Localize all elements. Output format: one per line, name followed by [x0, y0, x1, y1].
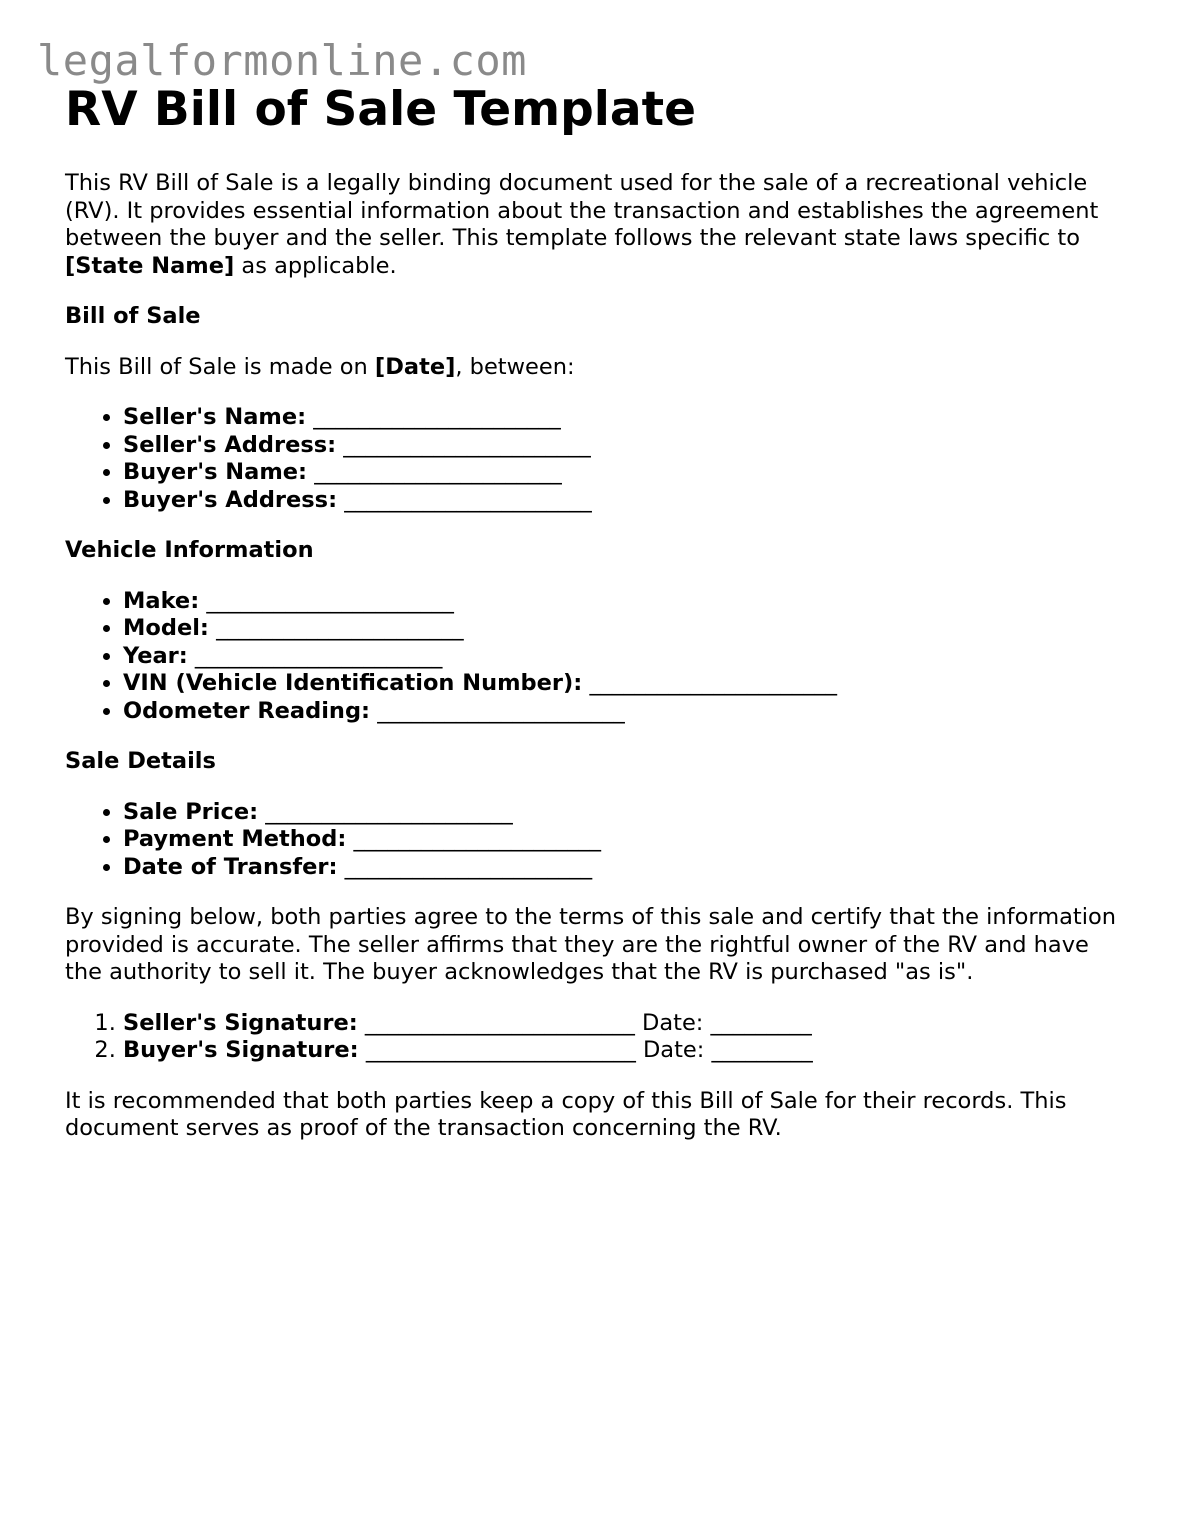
field-label: Buyer's Name: — [123, 459, 308, 485]
field-label: Seller's Address: — [123, 431, 337, 458]
signature-blank[interactable]: ________________________ — [364, 1009, 635, 1036]
signature-list — [65, 1010, 1125, 1065]
field-blank[interactable]: ______________________ — [377, 697, 625, 724]
state-placeholder: [State Name] — [65, 252, 235, 279]
closing-paragraph: It is recommended that both parties keep a copy of this Bill of Sale for their records. This document serves as proof of the transaction concerning the RV. — [65, 1087, 1067, 1141]
list-item — [123, 1010, 1125, 1038]
date-blank[interactable]: _________ — [710, 1009, 812, 1036]
date-label: Date: — [642, 1009, 704, 1036]
made-on-line — [65, 354, 1125, 382]
list-item — [123, 404, 1125, 432]
field-label: VIN (Vehicle Identification Number): — [123, 670, 583, 696]
field-blank[interactable]: ______________________ — [589, 670, 837, 696]
list-item — [123, 588, 1125, 616]
date-placeholder: [Date] — [374, 353, 456, 380]
field-blank[interactable]: ______________________ — [344, 486, 592, 513]
field-blank[interactable]: ______________________ — [206, 587, 454, 614]
list-item — [123, 432, 1125, 460]
signature-label: Buyer's Signature: — [123, 1037, 359, 1063]
field-label: Odometer Reading: — [123, 697, 371, 724]
list-item — [123, 826, 1125, 854]
field-blank[interactable]: ______________________ — [344, 853, 593, 880]
field-blank[interactable]: ______________________ — [216, 615, 464, 641]
signature-label: Seller's Signature: — [123, 1009, 358, 1036]
list-item — [123, 1037, 1125, 1065]
field-label: Year: — [123, 642, 188, 669]
field-label: Make: — [123, 587, 200, 614]
list-item — [123, 643, 1125, 671]
field-blank[interactable]: ______________________ — [194, 642, 443, 669]
list-item — [123, 698, 1125, 726]
page-title: RV Bill of Sale Template — [65, 82, 696, 137]
intro-text: This RV Bill of Sale is a legally binding document used for the sale of a recreational vehicle (RV). It provides essential information about the transaction and establishes the agreement between the buyer and the seller. This template follows the relevant state laws specific to — [65, 170, 1099, 251]
field-blank[interactable]: ______________________ — [353, 826, 601, 852]
signature-blank[interactable]: ________________________ — [365, 1037, 636, 1063]
field-label: Buyer's Address: — [123, 486, 338, 513]
field-label: Sale Price: — [123, 798, 259, 825]
parties-list — [65, 404, 1125, 514]
intro-text-end: as applicable. — [234, 252, 397, 279]
intro-paragraph — [65, 170, 1125, 280]
sale-list — [65, 799, 1125, 882]
watermark: legalformonline.com — [37, 36, 527, 85]
field-label: Date of Transfer: — [123, 853, 338, 880]
document — [65, 82, 1125, 1143]
field-label: Payment Method: — [123, 826, 347, 852]
made-on-text: This Bill of Sale is made on — [65, 353, 375, 380]
list-item — [123, 854, 1125, 882]
field-blank[interactable]: ______________________ — [313, 404, 561, 430]
sale-details-heading: Sale Details — [65, 748, 216, 774]
list-item — [123, 459, 1125, 487]
field-blank[interactable]: ______________________ — [314, 459, 562, 485]
date-label: Date: — [642, 1037, 705, 1063]
bill-of-sale-heading: Bill of Sale — [65, 303, 201, 329]
list-item — [123, 799, 1125, 827]
date-blank[interactable]: _________ — [711, 1037, 813, 1063]
vehicle-list — [65, 588, 1125, 726]
field-label: Model: — [123, 615, 209, 641]
made-on-text-end: , between: — [455, 353, 575, 380]
vehicle-info-heading: Vehicle Information — [65, 537, 314, 563]
field-blank[interactable]: ______________________ — [343, 431, 591, 458]
field-label: Seller's Name: — [123, 404, 307, 430]
list-item — [123, 487, 1125, 515]
list-item — [123, 670, 1125, 698]
list-item — [123, 615, 1125, 643]
field-blank[interactable]: ______________________ — [265, 798, 513, 825]
agreement-paragraph: By signing below, both parties agree to the terms of this sale and certify that the information provided is accurate. The seller affirms that they are the rightful owner of the RV and have the authority to sell it. The buyer acknowledges that the RV is purchased "as is". — [65, 904, 1116, 985]
